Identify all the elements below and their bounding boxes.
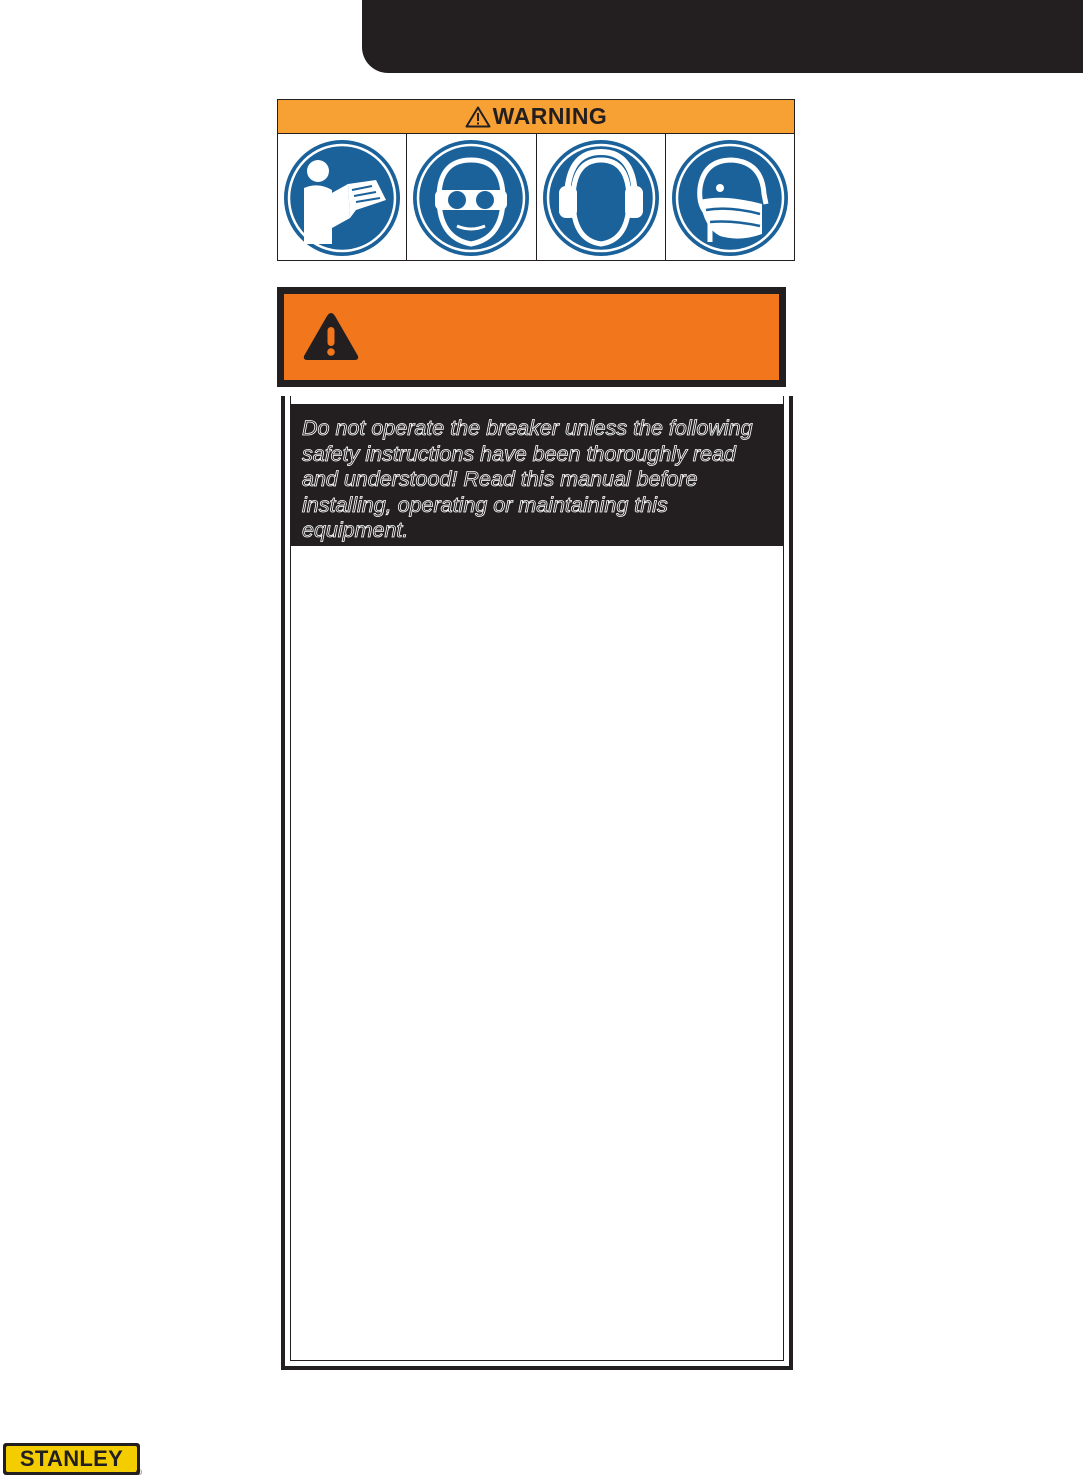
warning-label-header (278, 100, 794, 134)
ppe-cell-ear (537, 134, 666, 261)
read-manual-icon (282, 138, 402, 258)
ppe-cell-manual (278, 134, 407, 261)
ppe-icon-row (278, 134, 794, 261)
header-bar (362, 0, 1083, 73)
ear-protection-icon (541, 138, 661, 258)
instruction-inner-frame (290, 396, 784, 1361)
hazard-banner (277, 287, 786, 387)
ppe-cell-goggles (407, 134, 536, 261)
warning-label-title: WARNING (492, 103, 608, 129)
dust-mask-icon (670, 138, 790, 258)
instruction-heading: Do not operate the breaker unless the following safety instructions have been thoroughly read and understood! Read this manual before installing, operating or maintaining this equipment. (291, 404, 783, 546)
ppe-cell-mask (666, 134, 794, 261)
hazard-banner-body (284, 294, 779, 380)
ppe-warning-label (277, 99, 795, 261)
safety-goggles-icon (411, 138, 531, 258)
stanley-logo-text: STANLEY (6, 1446, 137, 1472)
warning-triangle-icon (465, 106, 491, 128)
instruction-box (281, 396, 793, 1370)
stanley-logo (3, 1443, 140, 1475)
hazard-exclamation-icon (301, 310, 361, 362)
registered-mark: ® (136, 1468, 142, 1477)
